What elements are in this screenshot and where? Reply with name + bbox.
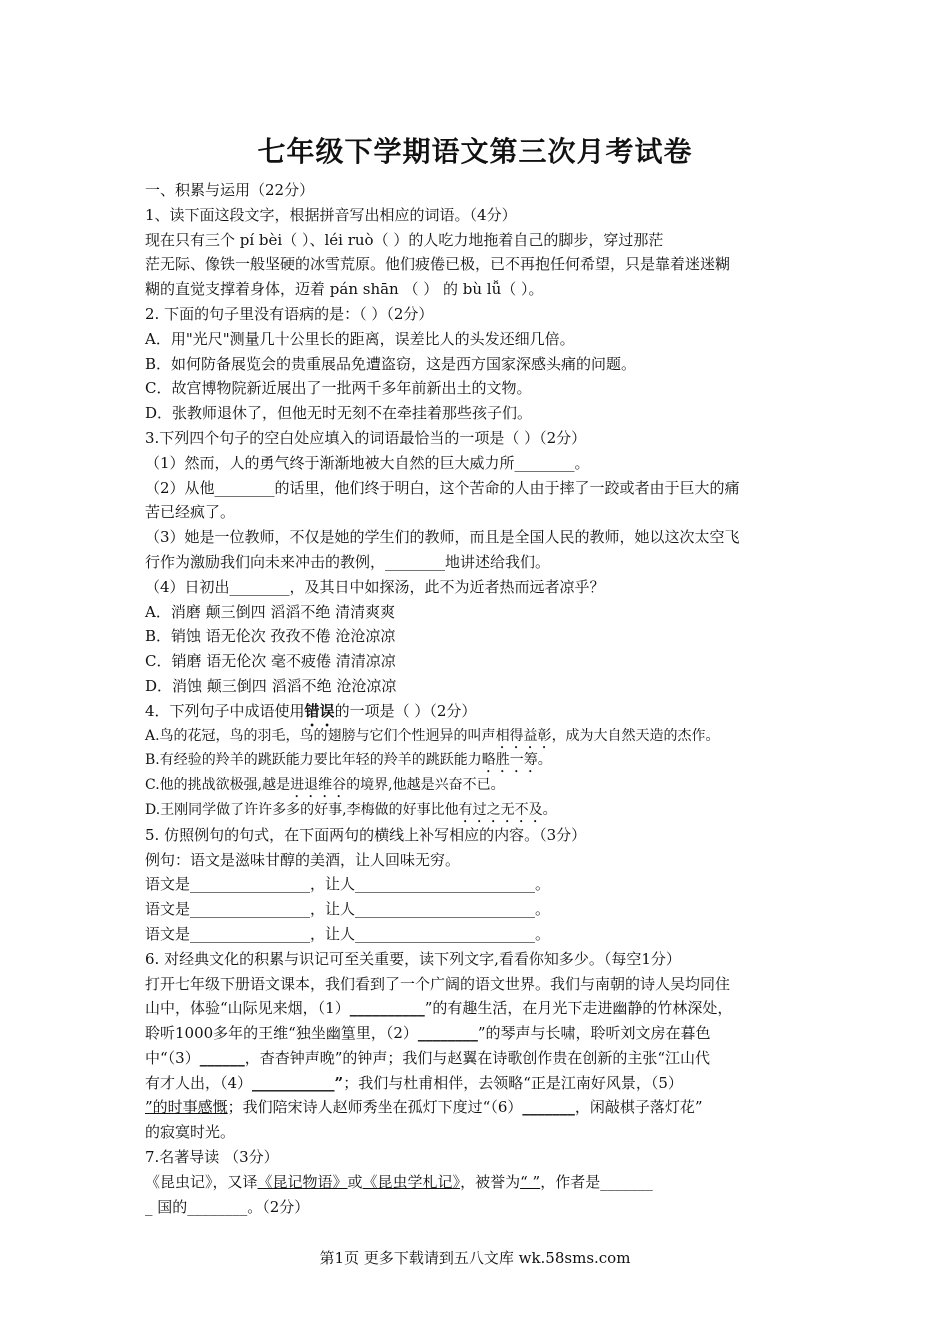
question-6-line: 的寂寞时光。 xyxy=(145,1123,236,1142)
option-text: C.他的挑战欲极强,越是 xyxy=(145,777,291,794)
option-text: B.有经验的羚羊的跳跃能力要比年轻的羚羊的跳跃能力 xyxy=(145,752,482,769)
question-6-line xyxy=(145,1021,825,1046)
question-7-line xyxy=(145,1170,825,1195)
line-text: 或 xyxy=(347,1172,363,1191)
question-5-blank: 语文是________________，让人________________________。 xyxy=(145,875,551,894)
line-text: ，被誉为 xyxy=(460,1172,521,1191)
question-6-line: 打开七年级下册语文课本，我们看到了一个广阔的语文世界。我们与南朝的诗人吴均同住 xyxy=(145,974,731,993)
fill-blank: __________ xyxy=(349,999,425,1018)
option-text: 的境界,他越是兴奋不已。 xyxy=(346,777,505,794)
line-text: ；我们陪宋诗人赵师秀坐在孤灯下度过“（6） xyxy=(227,1098,523,1117)
page-footer: 第1页 更多下载请到五八文库 wk.58sms.com xyxy=(319,1249,631,1267)
line-text: ”的有趣生活，在月光下走进幽静的竹林深处， xyxy=(424,999,733,1018)
question-2-option-d: D．张教师退休了，但他无时无刻不在牵挂着那些孩子们。 xyxy=(145,404,533,423)
question-3-line: 行作为激励我们向未来冲击的教例，________地讲述给我们。 xyxy=(145,552,551,571)
question-3-line: （2）从他________的话里，他们终于明白，这个苦命的人由于摔了一跤或者由于巨大的痛 xyxy=(145,478,740,497)
option-text: A.鸟的花冠，鸟的羽毛，鸟的翅膀与它们个性迥异的叫声 xyxy=(145,727,496,744)
line-text: 聆听1000多年的王维“独坐幽篁里，（2） xyxy=(145,1024,418,1043)
line-text: 山中，体验“山际见来烟，（1） xyxy=(145,999,350,1018)
question-3-option-d: D．消蚀 颠三倒四 滔滔不绝 沧沧凉凉 xyxy=(145,676,397,695)
option-idiom: 略胜一筹 xyxy=(481,752,538,769)
line-text: 《昆虫记》，又译 xyxy=(145,1172,258,1191)
question-7-line: _ 国的________。（2分） xyxy=(145,1197,310,1216)
question-5-stem: 5. 仿照例句的句式，在下面两句的横线上补写相应的内容。（3分） xyxy=(145,825,587,844)
exam-content xyxy=(145,178,825,1219)
option-idiom: 进退维谷 xyxy=(290,777,347,794)
fill-blank: _______ xyxy=(522,1098,575,1117)
question-7-stem: 7.名著导读 （3分） xyxy=(145,1148,279,1167)
question-3-line: （1）然而，人的勇气终于渐渐地被大自然的巨大威力所________。 xyxy=(145,453,590,472)
line-text: 有才人出，（4） xyxy=(145,1073,253,1092)
line-text: ；我们与杜甫相伴，去领略“正是江南好风景，（5） xyxy=(343,1073,683,1092)
line-text: ”的琴声与长啸，聆听刘文房在暮色 xyxy=(477,1024,711,1043)
question-6-line xyxy=(145,1046,825,1071)
question-1-stem: 1、读下面这段文字，根据拼音写出相应的词语。（4分） xyxy=(145,205,517,224)
option-text: ，成为大自然天造的杰作。 xyxy=(551,727,720,744)
question-4-stem xyxy=(145,699,825,724)
underlined-text: 《昆虫学札记》 xyxy=(362,1172,461,1191)
question-2-option-c: C．故宫博物院新近展出了一批两千多年前新出土的文物。 xyxy=(145,379,532,398)
line-text: ，作者是_______ xyxy=(540,1172,653,1191)
underlined-text: 《昆记物语》 xyxy=(257,1172,348,1191)
question-6-line xyxy=(145,996,825,1021)
question-5-blank: 语文是________________，让人________________________。 xyxy=(145,900,551,919)
question-5-example: 例句：语文是滋味甘醇的美酒，让人回味无穷。 xyxy=(145,850,461,869)
option-text: 。 xyxy=(542,801,557,818)
question-4-option-a xyxy=(145,724,825,749)
line-text: ，闲敲棋子落灯花” xyxy=(574,1098,703,1117)
option-text: D.王刚同学做了许许多多的好事,李梅做的好事比他 xyxy=(145,801,459,818)
question-2-stem: 2. 下面的句子里没有语病的是：（ ）（2分） xyxy=(145,304,434,323)
underlined-text: ”的时事感慨 xyxy=(145,1098,228,1117)
question-4-stem-text: 的一项是（ ）（2分） xyxy=(334,701,477,720)
question-4-option-d xyxy=(145,798,825,823)
question-1-line: 现在只有三个 pí bèi（ ）、léi ruò（ ）的人吃力地拖着自己的脚步，穿过那茫 xyxy=(145,230,664,249)
question-3-stem: 3.下列四个句子的空白处应填入的词语最恰当的一项是（ ）（2分） xyxy=(145,428,587,447)
section-heading: 一、积累与运用（22分） xyxy=(145,181,315,199)
line-text: ，杳杳钟声晚”的钟声；我们与赵翼在诗歌创作贵在创新的主张“江山代 xyxy=(244,1048,711,1067)
question-4-option-c xyxy=(145,773,825,798)
option-idiom: 有过之无不及 xyxy=(458,801,543,818)
question-1-line: 茫无际、像铁一般坚硬的冰雪荒原。他们疲倦已极，已不再抱任何希望，只是靠着迷迷糊 xyxy=(145,255,731,274)
question-3-option-b: B．销蚀 语无伦次 孜孜不倦 沧沧凉凉 xyxy=(145,627,396,646)
question-3-line: （4）日初出________，及其日中如探汤，此不为近者热而远者凉乎？ xyxy=(145,577,605,596)
question-6-stem: 6. 对经典文化的积累与识记可至关重要，读下列文字,看看你知多少。（每空1分） xyxy=(145,949,681,968)
question-6-line xyxy=(145,1095,825,1120)
question-5-blank: 语文是________________，让人________________________。 xyxy=(145,924,551,943)
underlined-blank: “ ” xyxy=(520,1172,541,1191)
question-6-line xyxy=(145,1071,825,1096)
line-text: 中“（3） xyxy=(145,1048,200,1067)
question-3-option-a: A．消磨 颠三倒四 滔滔不绝 清清爽爽 xyxy=(145,602,396,621)
fill-blank: ________ xyxy=(417,1024,478,1043)
question-1-line: 糊的直觉支撑着身体，迈着 pán shān （ ） 的 bù lǚ（ ）。 xyxy=(145,280,544,299)
question-4-stem-emphasis: 错误 xyxy=(304,701,335,720)
question-2-option-b: B．如何防备展览会的贵重展品免遭盗窃，这是西方国家深感头痛的问题。 xyxy=(145,354,637,373)
option-text: 。 xyxy=(537,752,552,769)
question-2-option-a: A．用"光尺"测量几十公里长的距离，误差比人的头发还细几倍。 xyxy=(145,329,575,348)
question-3-option-c: C．销磨 语无伦次 毫不疲倦 清清凉凉 xyxy=(145,652,396,671)
fill-blank: ______ xyxy=(199,1048,245,1067)
question-3-line: 苦已经疯了。 xyxy=(145,503,236,522)
question-4-option-b xyxy=(145,748,825,773)
option-idiom: 相得益彰 xyxy=(495,727,552,744)
page-title: 七年级下学期语文第三次月考试卷 xyxy=(257,135,693,168)
question-4-stem-text: 4．下列句子中成语使用 xyxy=(145,701,305,720)
question-3-line: （3）她是一位教师，不仅是她的学生们的教师，而且是全国人民的教师，她以这次太空飞 xyxy=(145,528,740,547)
fill-blank: ___________” xyxy=(252,1073,344,1092)
